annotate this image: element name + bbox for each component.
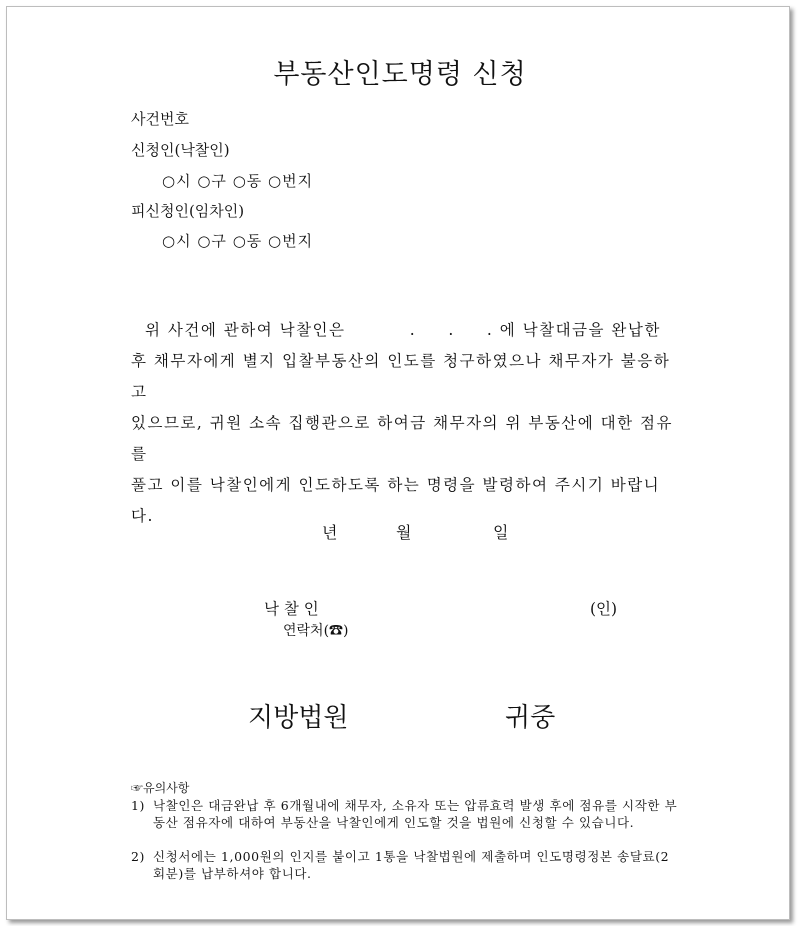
date-year: 년: [322, 523, 338, 542]
document-title: 부동산인도명령 신청: [273, 59, 527, 90]
note-item: [131, 848, 681, 882]
applicant-address: ○시 ○구 ○동 ○번지: [162, 172, 314, 190]
applicant-label: 신청인(낙찰인): [131, 141, 230, 159]
date-month: 월: [396, 523, 412, 542]
body-line: 풀고 이를 낙찰인에게 인도하도록 하는 명령을 발령하여 주시기 바랍니다.: [131, 476, 661, 525]
respondent-address: ○시 ○구 ○동 ○번지: [162, 232, 314, 250]
note-number: 1): [131, 798, 146, 813]
application-body: [131, 315, 676, 532]
signer-label: 낙 찰 인: [264, 600, 319, 618]
court-suffix: 귀중: [505, 703, 556, 733]
respondent-label: 피신청인(임차인): [131, 202, 245, 220]
contact-label: 연락처(☎): [283, 623, 349, 639]
body-line: 있으므로, 귀원 소속 집행관으로 하여금 채무자의 위 부동산에 대한 점유를: [131, 414, 673, 463]
date-day: 일: [493, 523, 509, 542]
note-text: 신청서에는 1,000원의 인지를 붙이고 1통을 낙찰법원에 제출하며 인도명령정본 송달료(2회분)를 납부하셔야 합니다.: [153, 849, 670, 881]
court-name: 지방법원: [248, 703, 349, 733]
case-number-label: 사건번호: [131, 110, 189, 128]
note-number: 2): [131, 849, 146, 864]
notes-heading: ☞유의사항: [131, 781, 190, 795]
note-item: [131, 797, 681, 831]
seal-mark: (인): [590, 600, 618, 618]
body-line: 위 사건에 관하여 낙찰인은 . . . 에 낙찰대금을 완납한: [145, 321, 661, 339]
note-text: 낙찰인은 대금완납 후 6개월내에 채무자, 소유자 또는 압류효력 발생 후에 점유를 시작한 부동산 점유자에 대하여 부동산을 낙찰인에게 인도할 것을 법원에 신청할 수 있습니다.: [153, 798, 678, 830]
body-line: 후 채무자에게 별지 입찰부동산의 인도를 청구하였으나 채무자가 불응하고: [131, 352, 671, 401]
